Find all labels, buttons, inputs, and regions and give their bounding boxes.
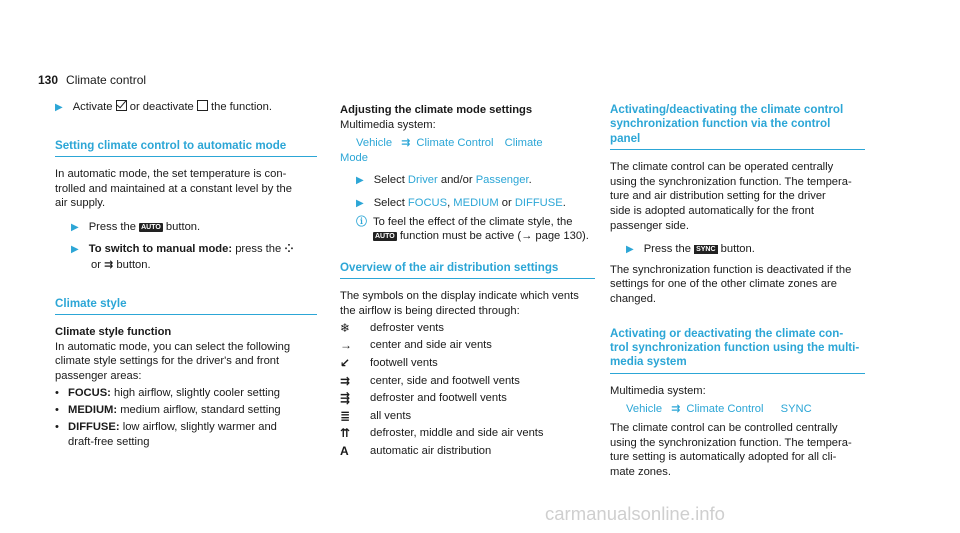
all-vents-icon: ≣ [340, 408, 351, 423]
center-side-footwell-icon: ⇉ [340, 373, 351, 388]
footwell-icon: ↙ [340, 356, 351, 371]
section-sync-panel: Activating/deactivating the climate control synchronization function via the control panel [610, 103, 865, 150]
defroster-footwell-icon: ⇶ [340, 391, 351, 406]
column-1 [55, 100, 317, 450]
list-item: ≣ all vents [340, 408, 412, 423]
column-3 [610, 103, 865, 479]
list-item: ⇶ defroster and footwell vents [340, 391, 507, 406]
list-item: ❄ defroster vents [340, 320, 444, 335]
section-sync-multimedia: Activating or deactivating the climate con- trol synchronization function using the multi- media system [610, 327, 865, 374]
sync-button-icon: SYNC [696, 246, 716, 254]
list-item: • DIFFUSE: low airflow, slightly warmer and [55, 421, 277, 434]
section-automatic-mode [55, 139, 317, 157]
page-number: 130 [38, 73, 59, 87]
step-arrow-icon: ▶ [626, 244, 634, 256]
step-press-auto: ▶ Press the AUTO button. [71, 220, 201, 233]
section-title: Overview of the air distribution settings [340, 260, 559, 274]
auto-button-icon: AUTO [375, 233, 395, 241]
climate-menu-icon: ⇉ [401, 137, 411, 150]
defroster-icon: ❄ [340, 320, 351, 335]
step-arrow-icon: ▶ [356, 197, 364, 209]
checkbox-checked-icon [116, 100, 127, 111]
automatic-distribution-icon: A [340, 444, 349, 458]
section-title: Adjusting the climate mode settings [340, 104, 533, 116]
climate-menu-icon: ⇉ [671, 403, 681, 416]
section-rule [610, 149, 865, 150]
column-2: Adjusting the climate mode settings Multimedia system: Vehicle ⇉ Climate Control Climate Mode ▶ Select Driver and/or Passenger. ▶ Select FOCUS, MEDIUM or DIFFUSE. ⓘ To feel the effect of the climate style, the AUTO function must be active (→ page 130). Overview of the air distribution settings The symbols on the display indicate which vents the airflow is being directed through: ❄ defroster vents → center and side air vents ↙ footwell vents ⇉ center, side and footwell vents ⇶ defroster and footwell vents ≣ all vents ⇈ defroster, middle and side air vents A automatic air distribution [340, 103, 595, 460]
air-distribution-icon: ⇉ [104, 258, 114, 271]
section-climate-style [55, 297, 317, 315]
paragraph: The synchronization function is deactivated if the settings for one of the other climate zones are changed. [610, 263, 852, 305]
section-title: Climate style [55, 296, 127, 310]
list-item: • MEDIUM: medium airflow, standard setting [55, 404, 281, 417]
checkbox-empty-icon [197, 100, 208, 111]
list-item: • FOCUS: high airflow, slightly cooler setting [55, 387, 281, 400]
auto-button-icon: AUTO [141, 223, 161, 231]
step-arrow-icon: ▶ [55, 102, 63, 113]
section-title: Setting climate control to automatic mode [55, 138, 287, 152]
step-activate: ▶ Activate or deactivate the function. [55, 101, 272, 113]
info-note: ⓘ To feel the effect of the climate style, the AUTO function must be active (→ page 130). [356, 215, 589, 243]
section-rule [55, 314, 317, 315]
watermark: carmanualsonline.info [545, 503, 725, 524]
section-rule [55, 156, 317, 157]
air-distribution-list [340, 319, 595, 460]
fan-manual-icon: ⁘ [284, 243, 294, 256]
paragraph: The climate control can be operated centrally using the synchronization function. The tempera- ture and air distribution setting for the driver side is adopted automatically for the front passenger side. [610, 161, 852, 232]
chapter-title: Climate control [66, 73, 147, 87]
step-select-zone: ▶ Select Driver and/or Passenger. [356, 174, 532, 187]
subsection-title: Climate style function [55, 325, 172, 338]
multimedia-label: Multimedia system: [340, 118, 436, 131]
section-rule [340, 278, 595, 279]
info-icon: ⓘ [356, 215, 367, 228]
multimedia-label: Multimedia system: [610, 384, 706, 397]
list-item: A automatic air distribution [340, 444, 492, 458]
page-header [38, 73, 146, 88]
step-press-sync: ▶ Press the SYNC button. [626, 243, 755, 256]
step-manual-mode: ▶ To switch to manual mode: press the ⁘ or ⇉ button. [71, 243, 294, 271]
list-item: → center and side air vents [340, 338, 492, 353]
menu-path: Vehicle ⇉ Climate Control SYNC [626, 403, 812, 416]
step-arrow-icon: ▶ [356, 175, 364, 187]
section-rule [610, 373, 865, 374]
center-side-vents-icon: → [340, 338, 352, 353]
section-air-distribution [340, 261, 595, 279]
step-arrow-icon: ▶ [71, 244, 79, 256]
list-item: ⇉ center, side and footwell vents [340, 373, 520, 388]
step-arrow-icon: ▶ [71, 221, 79, 233]
paragraph: The symbols on the display indicate which vents the airflow is being directed through: [340, 290, 579, 317]
menu-path: Vehicle ⇉ Climate Control Climate [356, 137, 543, 150]
list-item: ⇈ defroster, middle and side air vents [340, 426, 544, 441]
list-item: ↙ footwell vents [340, 356, 438, 371]
bullet-list: • FOCUS: high airflow, slightly cooler setting • MEDIUM: medium airflow, standard setting • DIFFUSE: low airflow, slightly warmer and draft-free setting [55, 386, 317, 449]
paragraph: In automatic mode, the set temperature is con- trolled and maintained at a constant level by the air supply. [55, 168, 292, 210]
defroster-middle-side-icon: ⇈ [340, 426, 351, 441]
paragraph: In automatic mode, you can select the following climate style settings for the driver's and front passenger areas: [55, 340, 291, 382]
step-select-style: ▶ Select FOCUS, MEDIUM or DIFFUSE. [356, 196, 566, 209]
paragraph: The climate control can be controlled centrally using the synchronization function. The tempera- ture setting is automatically adopted for all cli- mate zones. [610, 421, 852, 478]
